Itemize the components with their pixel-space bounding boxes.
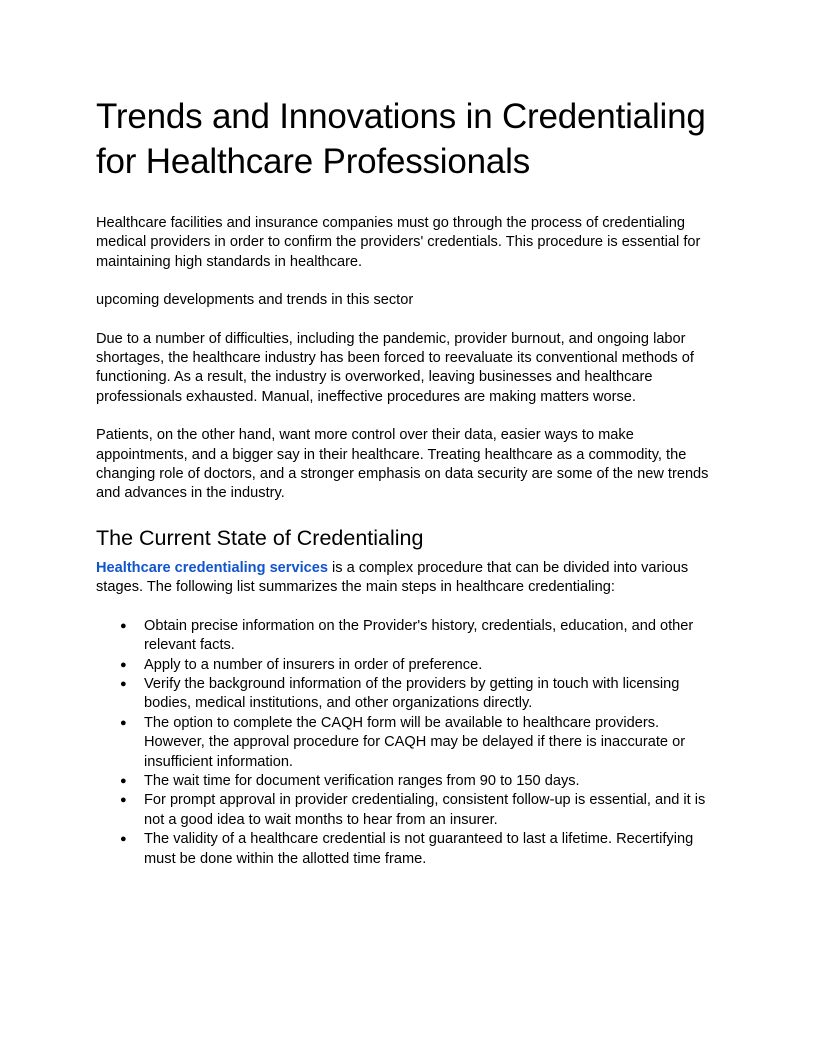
bullet-icon: ● [120, 774, 127, 787]
paragraph-patients: Patients, on the other hand, want more control over their data, easier ways to make appointments, and a bigger say in their healthcare. Treating healthcare as a commodity, the changing role of doctors, and a stronger emphasis on data security are some of the new trends and advances in the industry. [96, 427, 709, 502]
list-item [96, 791, 720, 830]
credentialing-services-link[interactable]: Healthcare credentialing services [96, 559, 328, 576]
section-heading-current-state: The Current State of Credentialing [96, 525, 424, 550]
list-item [96, 772, 720, 791]
list-item-text: The option to complete the CAQH form will be available to healthcare providers. However, the approval procedure for CAQH may be delayed if there is inaccurate or insufficient information. [144, 714, 686, 770]
paragraph-challenges: Due to a number of difficulties, including the pandemic, provider burnout, and ongoing labor shortages, the healthcare industry has been forced to reevaluate its conventional methods of functioning. As a result, the industry is overworked, leaving businesses and healthcare professionals exhausted. Manual, ineffective procedures are making matters worse. [96, 330, 694, 405]
bullet-icon: ● [120, 716, 127, 729]
bullet-icon: ● [120, 833, 127, 846]
credentialing-steps-list [96, 617, 720, 869]
list-item-text: For prompt approval in provider credentialing, consistent follow-up is essential, and it is not a good idea to wait months to hear from an insurer. [144, 792, 706, 828]
intro-paragraph: Healthcare facilities and insurance companies must go through the process of credentialing medical providers in order to confirm the providers' credentials. This procedure is essential for maintaining high standards in healthcare. [96, 215, 701, 270]
list-item [96, 675, 720, 714]
list-item [96, 617, 720, 656]
list-item-text: Obtain precise information on the Provider's history, credentials, education, and other relevant facts. [144, 617, 694, 654]
list-item-text: Verify the background information of the providers by getting in touch with licensing bodies, medical institutions, and other organizations directly. [144, 675, 680, 712]
list-item-text: The validity of a healthcare credential is not guaranteed to last a lifetime. Recertifying must be done within the allotted time frame. [144, 831, 694, 867]
subheading-line: upcoming developments and trends in this sector [96, 292, 414, 309]
section-intro-paragraph [96, 559, 720, 598]
list-item [96, 714, 720, 772]
list-item [96, 830, 720, 869]
section-intro-text: is a complex procedure that can be divided into various stages. The following list summarizes the main steps in healthcare credentialing: [96, 559, 689, 596]
list-item-text: The wait time for document verification ranges from 90 to 150 days. [144, 772, 580, 789]
document-title: Trends and Innovations in Credentialing for Healthcare Professionals [96, 97, 706, 181]
bullet-icon: ● [120, 677, 127, 690]
bullet-icon: ● [120, 794, 127, 807]
list-item-text: Apply to a number of insurers in order of preference. [144, 656, 483, 673]
bullet-icon: ● [120, 619, 127, 632]
list-item [96, 656, 720, 675]
document-body [96, 94, 720, 869]
bullet-icon: ● [120, 658, 127, 671]
